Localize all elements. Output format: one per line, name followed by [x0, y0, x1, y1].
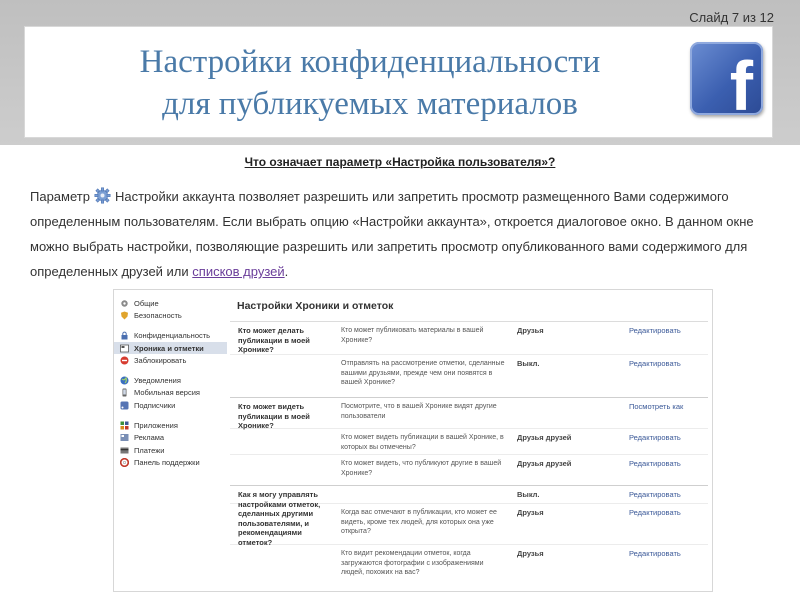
edit-link[interactable]: Редактировать [629, 433, 681, 442]
edit-link[interactable]: Редактировать [629, 549, 681, 558]
phone-icon [120, 388, 129, 397]
globe-icon [120, 376, 129, 385]
facebook-logo-icon: f [690, 42, 763, 115]
settings-title: Настройки Хроники и отметок [237, 300, 394, 312]
sidebar-item-blocking[interactable]: Заблокировать [114, 354, 227, 367]
rss-icon [120, 401, 129, 410]
table-row: Кто может видеть публикации в моей Хронике? Посмотрите, что в вашей Хронике видят другие пользователи Посмотреть как [230, 398, 708, 429]
edit-link[interactable]: Редактировать [629, 459, 681, 468]
edit-link[interactable]: Редактировать [629, 490, 681, 499]
friend-lists-link[interactable]: списков друзей [192, 264, 285, 279]
question-heading: Что означает параметр «Настройка пользователя»? [244, 155, 556, 169]
sidebar-item-followers[interactable]: Подписчики [114, 399, 227, 412]
block-icon [120, 356, 129, 365]
sidebar-item-general[interactable]: Общие [114, 297, 227, 310]
sidebar-item-apps[interactable]: Приложения [114, 419, 227, 432]
sidebar-item-privacy[interactable]: Конфиденциальность [114, 329, 227, 342]
shield-icon [120, 311, 129, 320]
table-row: Отправлять на рассмотрение отметки, сделанные вашими друзьями, прежде чем они появятся в вашей Хронике? Выкл. Редактировать [230, 355, 708, 398]
table-row: Как я могу управлять настройками отметок, сделанных другими пользователями, и рекомендациями отметок? Выкл. Редактировать [230, 486, 708, 504]
table-row: Кто может видеть, что публикуют другие в вашей Хронике? Друзья друзей Редактировать [230, 455, 708, 486]
sidebar-item-ads[interactable]: Реклама [114, 431, 227, 444]
title-line-1: Настройки конфиденциальности [139, 44, 601, 80]
facebook-settings-screenshot [113, 289, 713, 592]
lock-icon [120, 331, 129, 340]
sidebar-item-notifications[interactable]: Уведомления [114, 374, 227, 387]
slide-number: Слайд 7 из 12 [689, 10, 774, 25]
table-row: Кто может делать публикации в моей Хронике? Кто может публиковать материалы в вашей Хронике? Друзья Редактировать [230, 322, 708, 355]
edit-link[interactable]: Редактировать [629, 359, 681, 368]
gear-icon [94, 187, 111, 204]
apps-icon [120, 421, 129, 430]
sidebar-item-support[interactable]: Панель поддержки [114, 457, 227, 470]
gear-icon [120, 299, 129, 308]
sidebar-item-payments[interactable]: Платежи [114, 444, 227, 457]
sidebar-item-security[interactable]: Безопасность [114, 310, 227, 323]
view-as-link[interactable]: Посмотреть как [629, 402, 684, 411]
edit-link[interactable]: Редактировать [629, 326, 681, 335]
sidebar-item-timeline-tagging[interactable]: Хроника и отметки [114, 342, 227, 355]
edit-link[interactable]: Редактировать [629, 508, 681, 517]
card-icon [120, 446, 129, 455]
table-row: Кто может видеть публикации в вашей Хронике, в которых вы отмечены? Друзья друзей Редактировать [230, 429, 708, 455]
lifebuoy-icon [120, 458, 129, 467]
settings-sidebar [114, 290, 227, 591]
ads-icon [120, 433, 129, 442]
description-paragraph: Параметр Настройки аккаунта позволяет разрешить или запретить просмотр размещенного Вами содержимого определенным пользователям. Если выбрать опцию «Настройки аккаунта», откроется диалоговое окно. В данном окне можно выбрать настройки, позволяющие разрешить или запретить просмотр опубликованного вами содержимого для определенных друзей или списков друзей. [30, 189, 754, 279]
timeline-icon [120, 344, 129, 353]
sidebar-item-mobile[interactable]: Мобильная версия [114, 387, 227, 400]
table-row: Кто видит рекомендации отметок, когда загружаются фотографии с изображениями людей, похожих на вас? Друзья Редактировать [230, 545, 708, 587]
table-row: Когда вас отмечают в публикации, кто может ее видеть, кроме тех людей, для которых она уже открыта? Друзья Редактировать [230, 504, 708, 545]
settings-table [230, 321, 708, 587]
title-box [25, 27, 772, 137]
slide-title [25, 41, 715, 125]
title-line-2: для публикуемых материалов [162, 86, 578, 122]
